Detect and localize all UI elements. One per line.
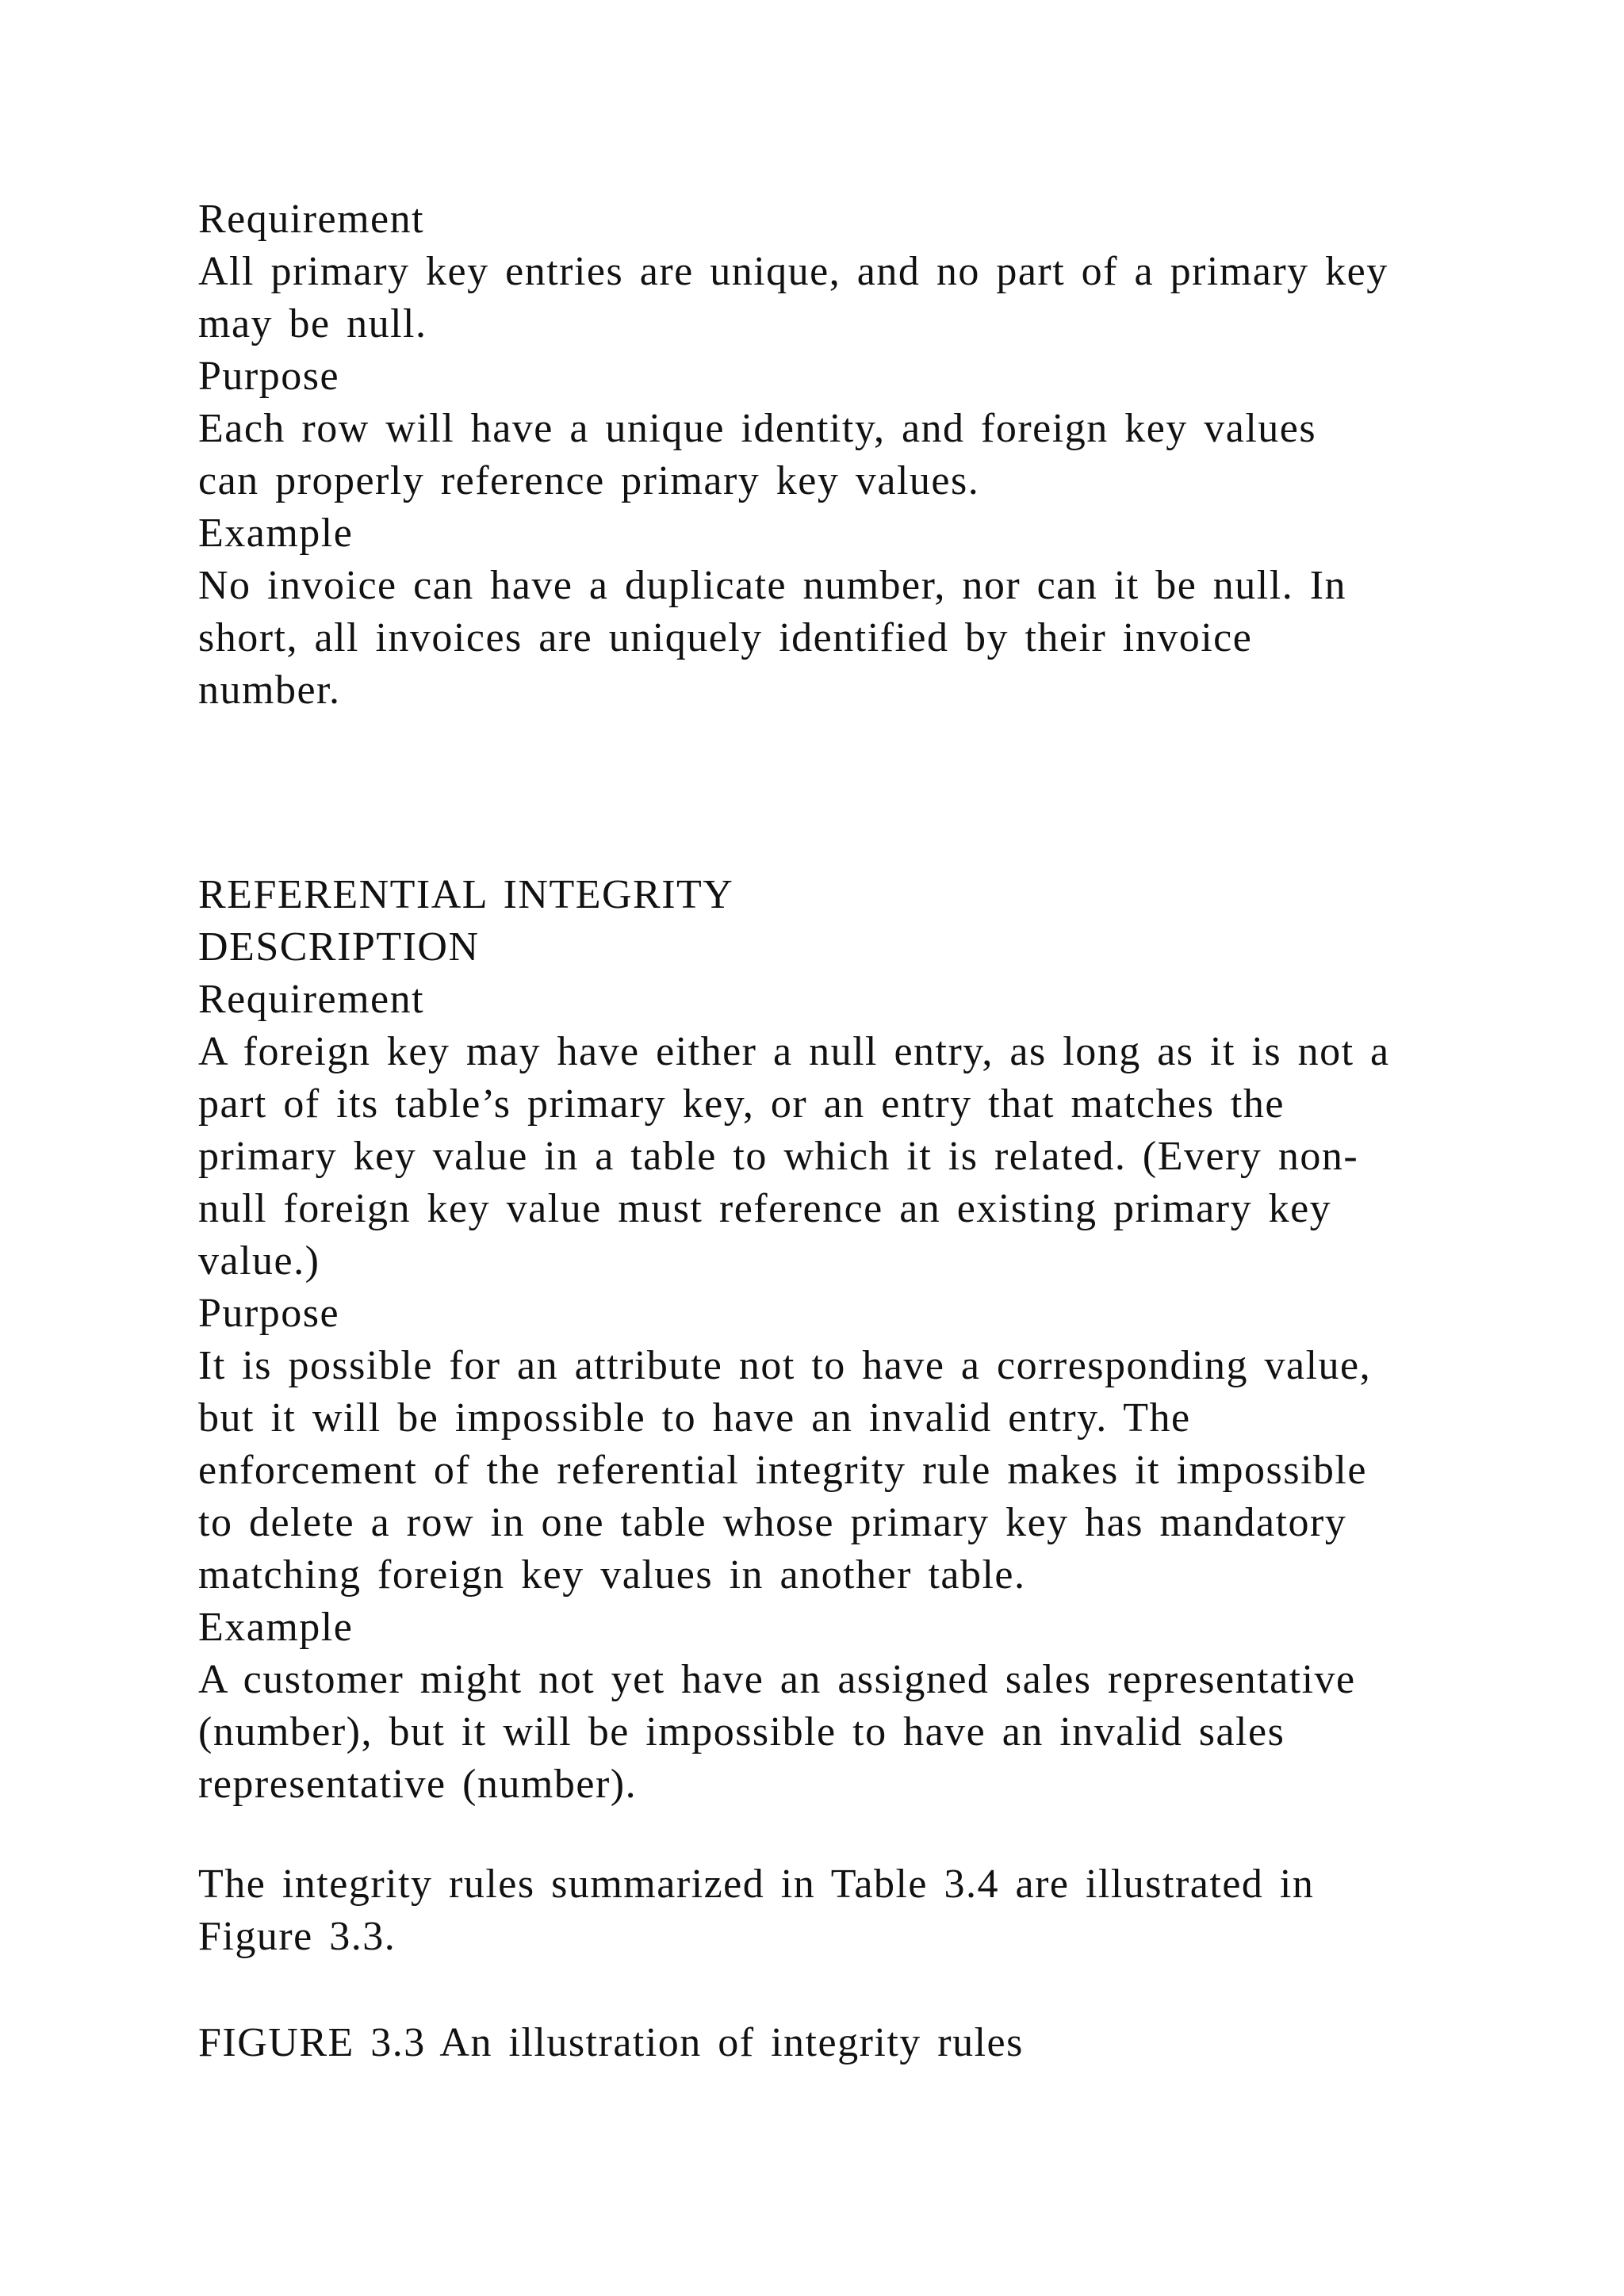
example-heading: Example xyxy=(198,1605,354,1650)
requirement-heading: Requirement xyxy=(198,977,425,1022)
entity-integrity-section xyxy=(198,193,1515,717)
requirement-text-line: may be null. xyxy=(198,301,427,346)
example-text-line: (number), but it will be impossible to have an invalid sales xyxy=(198,1709,1285,1755)
requirement-text-line: All primary key entries are unique, and no part of a primary key xyxy=(198,249,1388,294)
requirement-heading: Requirement xyxy=(198,197,425,242)
example-text-line: representative (number). xyxy=(198,1762,638,1807)
requirement-text-line: A foreign key may have either a null entry, as long as it is not a xyxy=(198,1029,1390,1074)
example-heading: Example xyxy=(198,511,354,556)
section-title: REFERENTIAL INTEGRITY xyxy=(198,872,734,917)
example-text-line: short, all invoices are uniquely identified by their invoice xyxy=(198,615,1253,660)
purpose-text-line: It is possible for an attribute not to have a corresponding value, xyxy=(198,1343,1372,1388)
purpose-text-line: but it will be impossible to have an invalid entry. The xyxy=(198,1395,1191,1441)
example-text-line: No invoice can have a duplicate number, nor can it be null. In xyxy=(198,563,1347,608)
purpose-text-line: enforcement of the referential integrity rule makes it impossible xyxy=(198,1448,1367,1493)
purpose-heading: Purpose xyxy=(198,1291,340,1336)
purpose-text-line: to delete a row in one table whose primary key has mandatory xyxy=(198,1500,1347,1545)
description-heading: DESCRIPTION xyxy=(198,924,480,970)
requirement-text-line: value.) xyxy=(198,1238,320,1284)
requirement-text-line: primary key value in a table to which it is related. (Every non- xyxy=(198,1134,1359,1179)
example-text-line: A customer might not yet have an assigned sales representative xyxy=(198,1657,1356,1702)
purpose-heading: Purpose xyxy=(198,354,340,399)
example-text-line: number. xyxy=(198,668,341,713)
purpose-text-line: matching foreign key values in another table. xyxy=(198,1552,1026,1598)
figure-caption xyxy=(198,2017,1515,2069)
summary-text-line: The integrity rules summarized in Table 3.4 are illustrated in xyxy=(198,1862,1315,1907)
purpose-text-line: can properly reference primary key values. xyxy=(198,458,980,503)
purpose-text-line: Each row will have a unique identity, and foreign key values xyxy=(198,406,1317,451)
requirement-text-line: null foreign key value must reference an existing primary key xyxy=(198,1186,1332,1231)
summary-paragraph xyxy=(198,1858,1515,1963)
referential-integrity-section xyxy=(198,869,1515,1811)
figure-caption-text: FIGURE 3.3 An illustration of integrity rules xyxy=(198,2020,1024,2065)
requirement-text-line: part of its table’s primary key, or an entry that matches the xyxy=(198,1081,1285,1127)
summary-text-line: Figure 3.3. xyxy=(198,1914,396,1959)
